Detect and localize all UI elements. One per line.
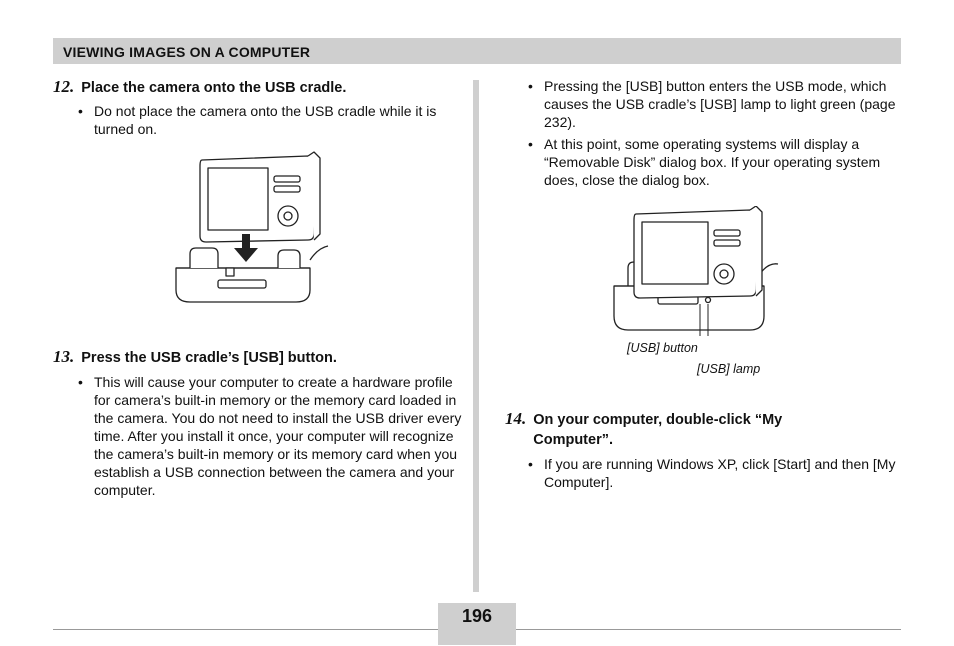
step-13-bullet: • This will cause your computer to create a hardware profile for camera’s built-in memory or the memory card loaded in the camera. You do not need to install the USB driver every time. After you install it once, your computer will recognize the camera’s built-in memory or its memory card when you establish a USB connection between the camera and your computer. (78, 373, 472, 499)
step-12 (53, 78, 346, 98)
camera-in-cradle-illustration (606, 206, 782, 336)
step-number: 12. (53, 77, 75, 96)
step-title-line2: Computer”. (533, 432, 613, 448)
step-number: 14. (505, 409, 527, 428)
step-title (533, 410, 782, 450)
step-number: 13. (53, 347, 75, 366)
page-number: 196 (461, 606, 493, 626)
step-12-bullet: • Do not place the camera onto the USB cradle while it is turned on. (78, 102, 472, 138)
step-14-bullet: • If you are running Windows XP, click [Start] and then [My Computer]. (528, 455, 916, 491)
step-title-line1: On your computer, double-click “My (533, 412, 783, 428)
step-title: Press the USB cradle’s [USB] button. (81, 350, 337, 366)
step-13 (53, 348, 337, 368)
page-number-box (438, 603, 516, 645)
step-title: Place the camera onto the USB cradle. (81, 80, 347, 96)
step-14 (505, 410, 782, 450)
column-divider (473, 80, 479, 592)
removable-disk-bullet: • At this point, some operating systems will display a “Removable Disk” dialog box. If your operating system does, close the dialog box. (528, 135, 904, 189)
usb-mode-bullet: • Pressing the [USB] button enters the USB mode, which causes the USB cradle’s [USB] lamp to light green (page 232). (528, 77, 904, 131)
usb-lamp-caption: [USB] lamp (697, 362, 761, 376)
section-title: VIEWING IMAGES ON A COMPUTER (63, 44, 311, 60)
section-header (53, 38, 901, 64)
usb-button-caption: [USB] button (627, 341, 698, 355)
camera-onto-cradle-illustration (168, 150, 338, 310)
